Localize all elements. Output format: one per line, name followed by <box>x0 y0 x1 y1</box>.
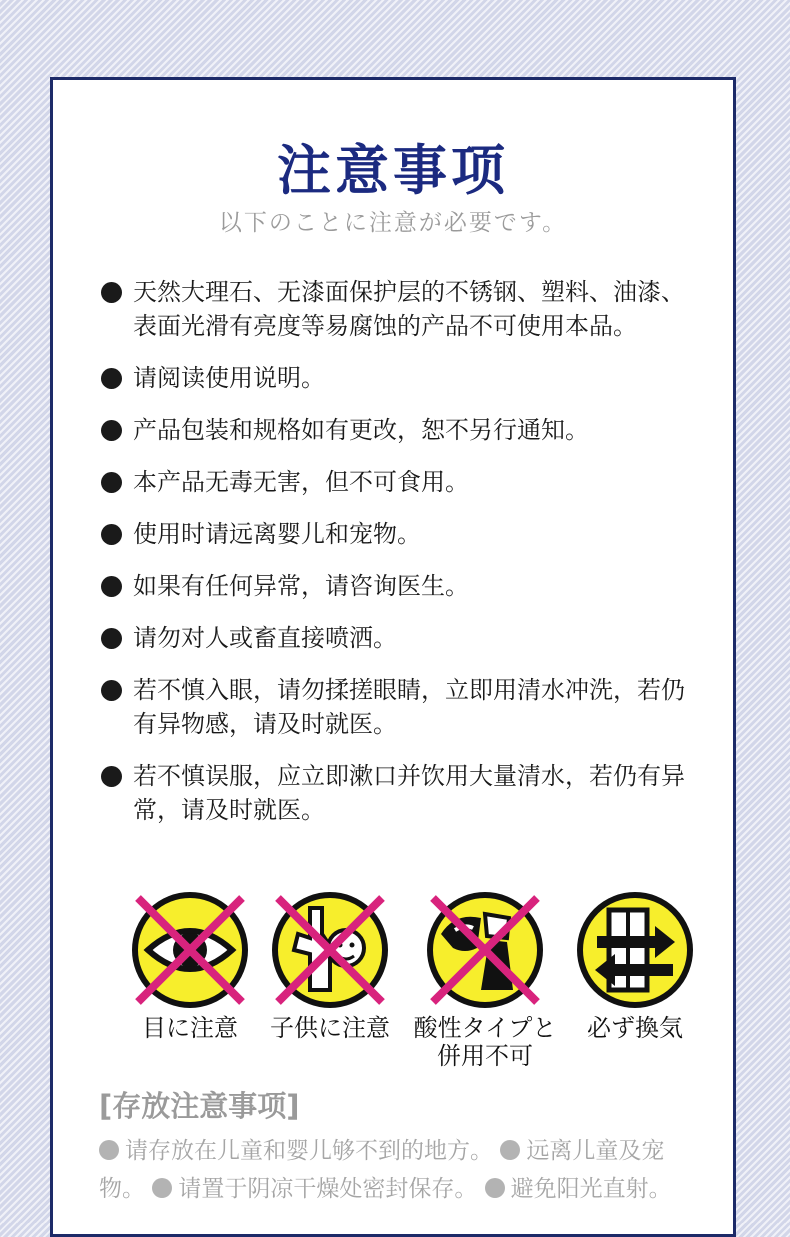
ventilation-icon <box>575 890 695 1010</box>
bullet-icon <box>101 524 122 545</box>
bullet-icon <box>101 368 122 389</box>
bullet-icon <box>101 282 122 303</box>
list-item <box>101 517 701 551</box>
list-item <box>101 569 701 603</box>
note-text: 若不慎入眼，请勿揉搓眼睛，立即用清水冲洗，若仍有异物感，请及时就医。 <box>133 676 685 738</box>
list-item <box>101 465 701 499</box>
child-icon <box>270 890 390 1010</box>
bullet-icon <box>101 628 122 649</box>
note-text: 产品包装和规格如有更改，恕不另行通知。 <box>133 416 589 444</box>
note-text: 天然大理石、无漆面保护层的不锈钢、塑料、油漆、表面光滑有亮度等易腐蚀的产品不可使用本品。 <box>133 278 685 340</box>
notes-list <box>101 275 701 845</box>
warning-icons <box>115 890 683 1070</box>
note-text: 本产品无毒无害，但不可食用。 <box>133 468 469 496</box>
icon-label: 必ず換気 <box>587 1014 683 1042</box>
storage-notes <box>99 1132 709 1208</box>
storage-title: [存放注意事项] <box>99 1089 300 1123</box>
storage-item: 请置于阴凉干燥处密封保存。 <box>178 1176 478 1202</box>
icon-label: 目に注意 <box>142 1014 238 1042</box>
icon-label: 子供に注意 <box>270 1014 390 1042</box>
list-item <box>101 673 701 741</box>
icon-child-caution <box>255 890 405 1042</box>
bullet-icon <box>500 1140 520 1160</box>
storage-item: 远离儿童及宠物。 <box>99 1138 665 1202</box>
bullet-icon <box>99 1140 119 1160</box>
icon-ventilate <box>560 890 710 1042</box>
list-item <box>101 275 701 343</box>
list-item <box>101 621 701 655</box>
note-text: 使用时请远离婴儿和宠物。 <box>133 520 421 548</box>
storage-item: 避免阳光直射。 <box>510 1176 672 1202</box>
list-item <box>101 361 701 395</box>
page-subtitle: 以下のことに注意が必要です。 <box>218 210 568 236</box>
eye-icon <box>130 890 250 1010</box>
note-text: 若不慎误服，应立即漱口并饮用大量清水，若仍有异常，请及时就医。 <box>133 762 685 824</box>
acid-bottle-icon <box>425 890 545 1010</box>
icon-acid-incompatible <box>410 890 560 1070</box>
note-text: 如果有任何异常，请咨询医生。 <box>133 572 469 600</box>
storage-item: 请存放在儿童和婴儿够不到的地方。 <box>125 1138 493 1164</box>
bullet-icon <box>152 1178 172 1198</box>
icon-label: 酸性タイプと <box>413 1014 557 1042</box>
note-text: 请阅读使用说明。 <box>133 364 325 392</box>
list-item <box>101 413 701 447</box>
bullet-icon <box>101 576 122 597</box>
bullet-icon <box>485 1178 505 1198</box>
icon-label-line2: 併用不可 <box>437 1042 533 1070</box>
bullet-icon <box>101 766 122 787</box>
bullet-icon <box>101 472 122 493</box>
bullet-icon <box>101 420 122 441</box>
page-title: 注意事项 <box>277 139 509 202</box>
notice-card <box>50 77 736 1237</box>
bullet-icon <box>101 680 122 701</box>
list-item <box>101 759 701 827</box>
note-text: 请勿对人或畜直接喷洒。 <box>133 624 397 652</box>
icon-eye-caution <box>115 890 265 1042</box>
